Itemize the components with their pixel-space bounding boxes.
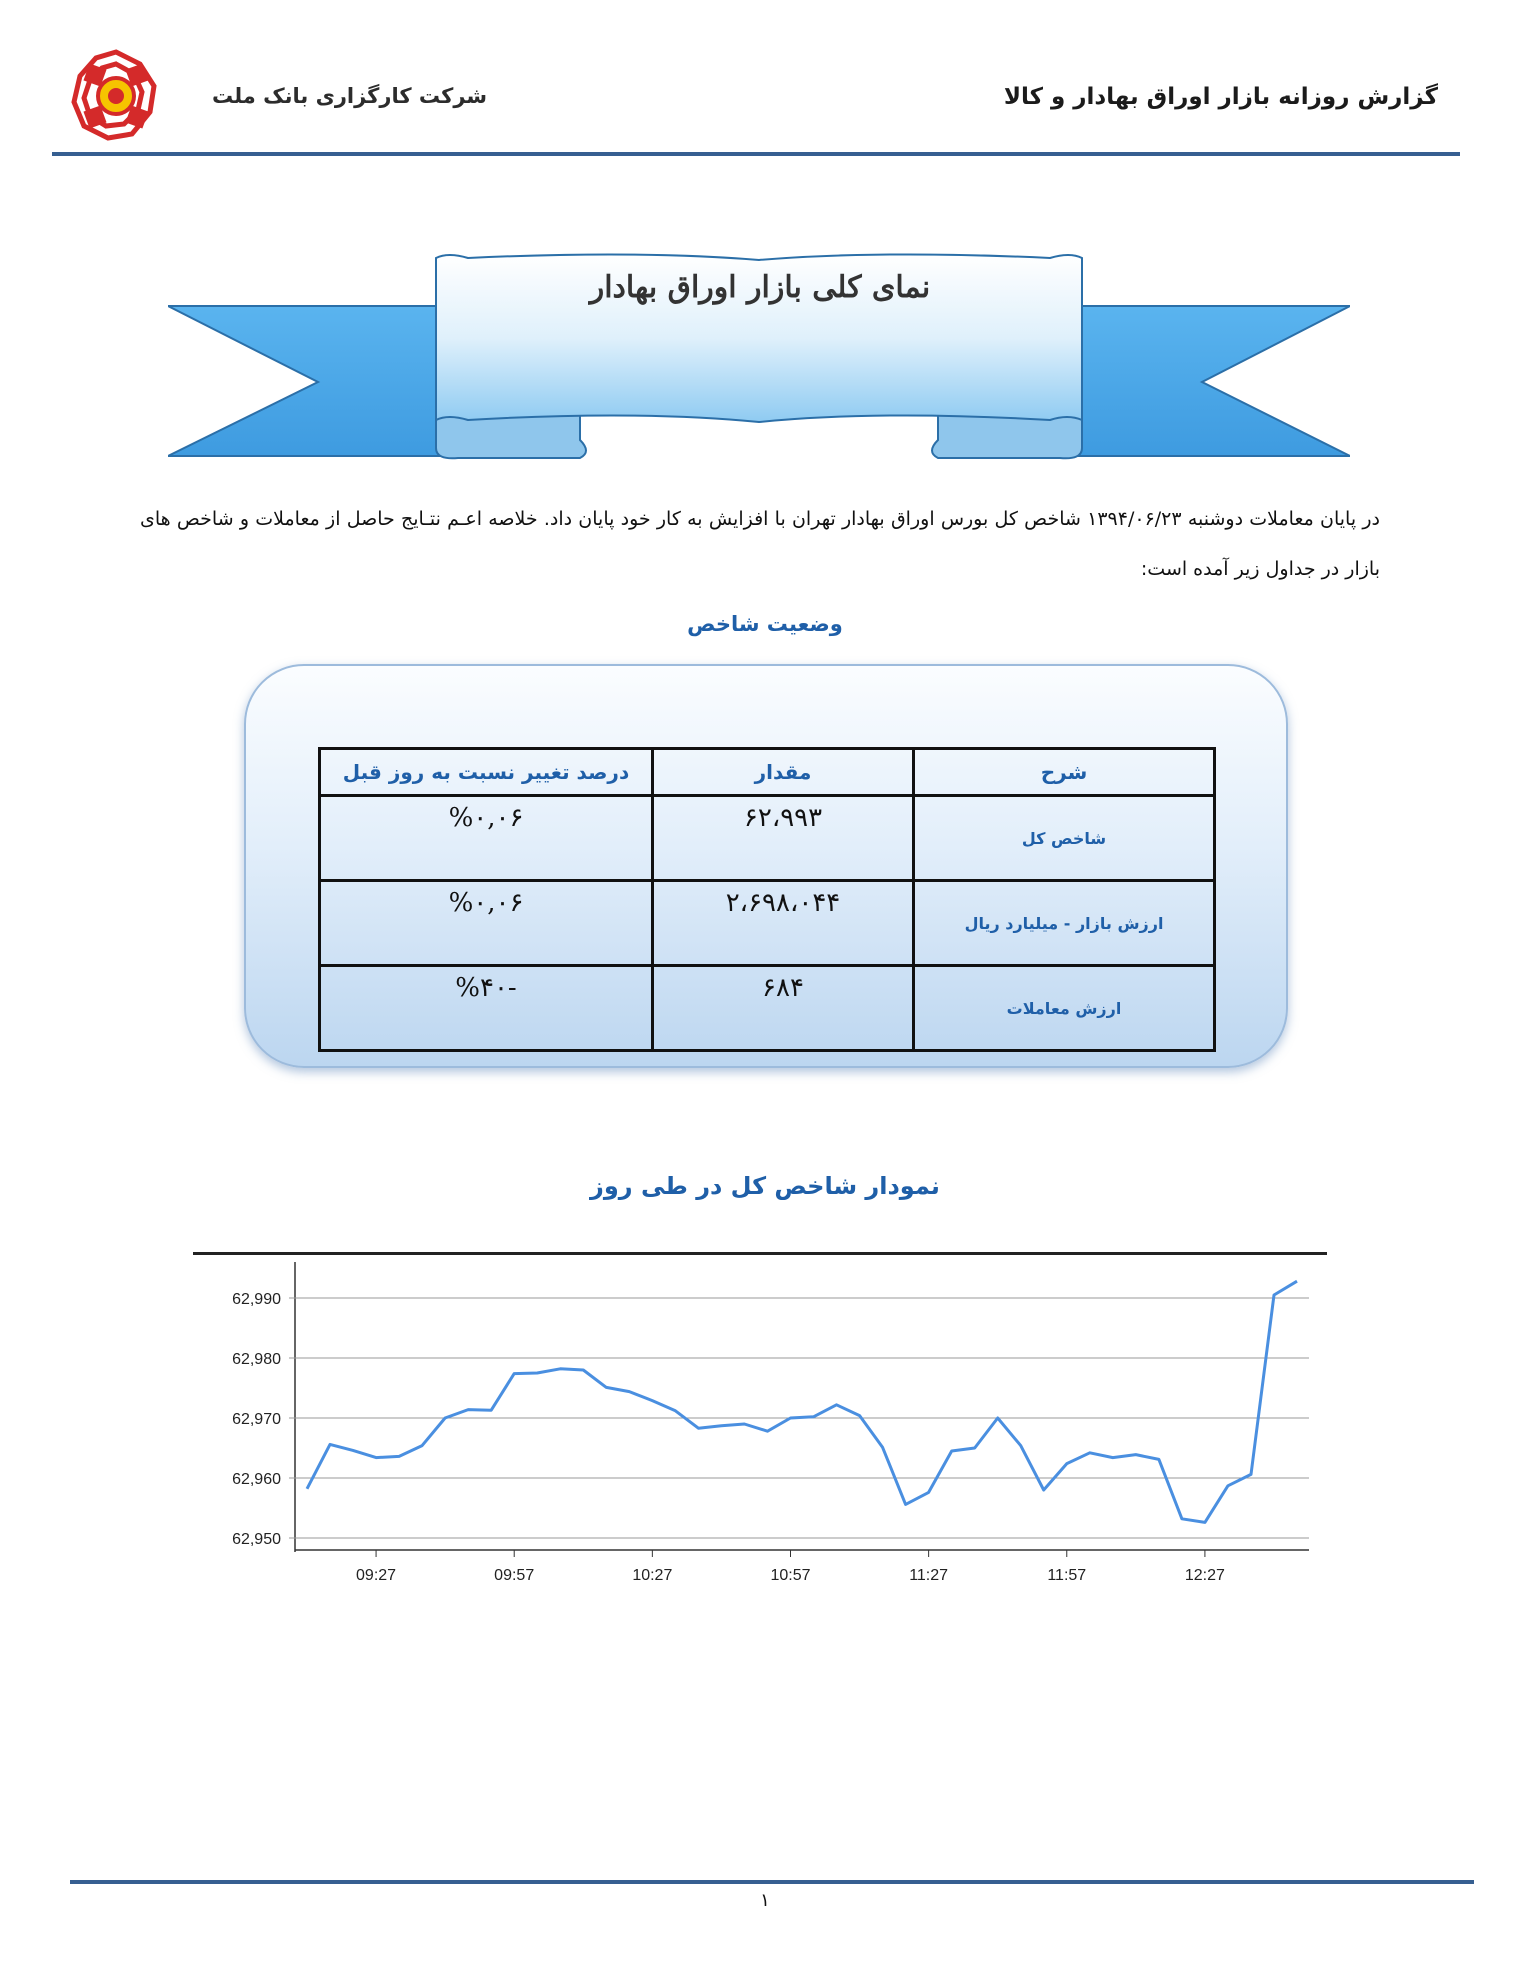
chart-title: نمودار شاخص کل در طی روز [590, 1172, 940, 1200]
bank-mellat-logo [62, 46, 170, 146]
header-change: درصد تغییر نسبت به روز قبل [320, 749, 653, 796]
footer-divider [70, 1880, 1474, 1884]
x-tick-label: 09:27 [356, 1567, 397, 1584]
y-tick-label: 62,950 [232, 1531, 281, 1548]
trade-value-change: -%۴۰ [320, 966, 653, 1051]
page-number: ۱ [760, 1890, 770, 1911]
index-series-line [307, 1281, 1297, 1522]
index-status-table [318, 747, 1216, 1052]
banner-title: نمای کلی بازار اوراق بهادار [589, 270, 931, 305]
x-tick-label: 11:57 [1047, 1567, 1087, 1584]
report-title: گزارش روزانه بازار اوراق بهادار و کالا [1003, 84, 1438, 110]
x-tick-label: 10:27 [632, 1567, 673, 1584]
header-amount: مقدار [653, 749, 914, 796]
table-row [320, 881, 1215, 966]
total-index-amount: ۶۲،۹۹۳ [653, 796, 914, 881]
market-value-amount: ۲،۶۹۸،۰۴۴ [653, 881, 914, 966]
x-tick-label: 12:27 [1184, 1567, 1225, 1584]
header-description: شرح [914, 749, 1215, 796]
row-label-market-value: ارزش بازار - میلیارد ریال [914, 881, 1215, 966]
trade-value-amount: ۶۸۴ [653, 966, 914, 1051]
row-label-total-index: شاخص کل [914, 796, 1215, 881]
intraday-index-chart [193, 1258, 1327, 1598]
y-tick-label: 62,980 [232, 1351, 281, 1368]
intro-paragraph: در پایان معاملات دوشنبه ۱۳۹۴/۰۶/۲۳ شاخص کل بورس اوراق بهادار تهران با افزایش به کار خود پایان داد. خلاصه اعـم نتـایج حاصل از معاملات و شاخص های بازار در جداول زیر آمده است: [140, 508, 1380, 580]
row-label-trade-value: ارزش معاملات [914, 966, 1215, 1051]
company-name: شرکت کارگزاری بانک ملت [212, 84, 488, 108]
total-index-change: %۰,۰۶ [320, 796, 653, 881]
header-divider [52, 152, 1460, 156]
table-header-row [320, 749, 1215, 796]
y-tick-label: 62,960 [232, 1471, 281, 1488]
table-row [320, 796, 1215, 881]
x-tick-label: 09:57 [494, 1567, 535, 1584]
table-row [320, 966, 1215, 1051]
y-tick-label: 62,970 [232, 1411, 281, 1428]
index-status-title: وضعیت شاخص [687, 612, 843, 636]
chart-top-rule [193, 1252, 1327, 1255]
y-tick-label: 62,990 [232, 1291, 281, 1308]
x-tick-label: 10:57 [770, 1567, 811, 1584]
market-value-change: %۰,۰۶ [320, 881, 653, 966]
x-tick-label: 11:27 [909, 1567, 949, 1584]
